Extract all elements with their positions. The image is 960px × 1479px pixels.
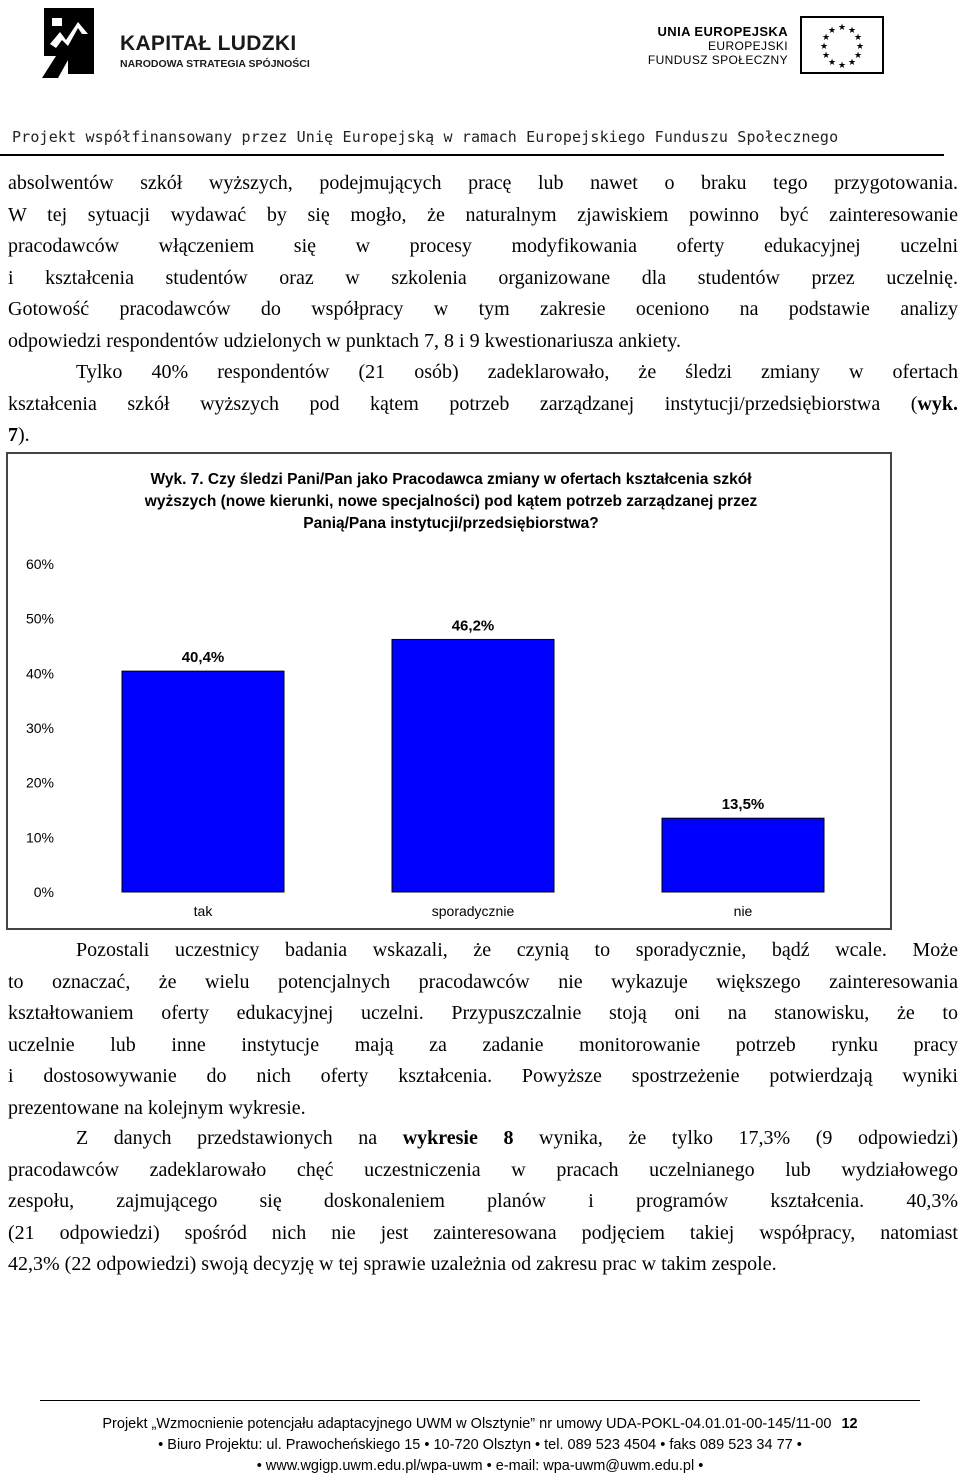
footer-project-text: Projekt „Wzmocnienie potencjału adaptacyjnego UWM w Olsztynie” nr umowy UDA-POKL-04.01.01-00-145/11-00 xyxy=(102,1416,832,1432)
paragraph-2 xyxy=(8,357,958,452)
y-tick-label: 50% xyxy=(25,610,54,627)
text-line: uczelnie lub inne instytucje mają za zadanie monitorowanie potrzeb rynku pracy xyxy=(8,1033,958,1056)
text-fragment: kształcenia szkół wyższych pod kątem potrzeb zarządzanej instytucji/przedsiębiorstwa ( xyxy=(8,392,918,415)
y-tick-label: 30% xyxy=(25,720,54,736)
text-line: kształtowaniem oferty edukacyjnej uczelni. Przypuszczalnie stoją oni na stanowisku, że to xyxy=(8,1002,958,1024)
text-line: Gotowość pracodawców do współpracy w tym zakresie oceniono na podstawie analizy xyxy=(8,298,958,320)
bar xyxy=(122,671,284,892)
y-tick-label: 0% xyxy=(33,884,54,900)
text-line xyxy=(8,1123,958,1155)
x-tick-label: tak xyxy=(193,903,213,919)
text-line: Pozostali uczestnicy badania wskazali, że czynią to sporadycznie, bądź wcale. Może xyxy=(76,939,958,961)
bar xyxy=(392,639,554,892)
svg-text:★: ★ xyxy=(847,58,857,68)
svg-text:★: ★ xyxy=(853,33,863,43)
chart-title-line: wyższych (nowe kierunki, nowe specjalności) pod kątem potrzeb zarządzanej przez xyxy=(144,493,758,510)
text-line: prezentowane na kolejnym wykresie. xyxy=(8,1096,306,1119)
text-line: i dostosowywanie do nich oferty kształcenia. Powyższe spostrzeżenie potwierdzają wyniki xyxy=(8,1065,958,1087)
kapital-ludzki-name: KAPITAŁ LUDZKI xyxy=(120,32,297,55)
figure-reference: wykresie 8 xyxy=(402,1127,514,1149)
cofinancing-statement: Projekt współfinansowany przez Unię Europejską w ramach Europejskiego Funduszu Społecznego xyxy=(12,128,839,146)
svg-text:★: ★ xyxy=(847,26,857,36)
eu-fund-line2: FUNDUSZ SPOŁECZNY xyxy=(647,53,788,67)
bar xyxy=(662,818,824,892)
text-line: zespołu, zajmującego się doskonaleniem planów i programów kształcenia. 40,3% xyxy=(8,1190,958,1212)
bar-chart xyxy=(8,454,890,928)
header-divider xyxy=(0,154,944,156)
text-fragment: wynika, że tylko 17,3% (9 odpowiedzi) xyxy=(513,1127,958,1149)
y-tick-label: 10% xyxy=(25,829,54,846)
y-tick-label: 40% xyxy=(25,665,54,682)
eu-flag-icon xyxy=(800,16,884,74)
kapital-ludzki-logo-icon xyxy=(38,4,100,86)
paragraph-1 xyxy=(8,168,958,357)
paragraph-4 xyxy=(8,1123,958,1281)
y-tick-label: 20% xyxy=(25,774,54,791)
svg-text:★: ★ xyxy=(821,33,831,43)
paragraph-3 xyxy=(8,935,958,1124)
x-tick-label: nie xyxy=(733,903,753,919)
text-line: pracodawców zadeklarowało chęć uczestniczenia w pracach uczelnianego lub wydziałowego xyxy=(8,1158,958,1181)
data-label: 13,5% xyxy=(721,796,765,814)
svg-text:★: ★ xyxy=(821,51,831,61)
x-tick-label: sporadycznie xyxy=(431,903,515,919)
svg-text:★: ★ xyxy=(837,23,847,33)
footer-contact: • www.wgigp.uwm.edu.pl/wpa-uwm • e-mail: wpa-uwm@uwm.edu.pl • xyxy=(256,1458,704,1474)
data-label: 46,2% xyxy=(451,617,495,635)
svg-text:★: ★ xyxy=(819,42,829,52)
page-header xyxy=(0,0,960,160)
eu-name: UNIA EUROPEJSKA xyxy=(657,24,788,39)
svg-text:★: ★ xyxy=(837,61,847,71)
svg-text:★: ★ xyxy=(827,58,837,68)
eu-fund-line1: EUROPEJSKI xyxy=(707,39,788,53)
footer-address: • Biuro Projektu: ul. Prawocheńskiego 15 • 10-720 Olsztyn • tel. 089 523 4504 • faks 089 523 34 77 • xyxy=(158,1437,802,1453)
svg-text:★: ★ xyxy=(853,51,863,61)
text-fragment: Z danych przedstawionych na xyxy=(76,1127,403,1149)
text-line: pracodawców włączeniem się w procesy modyfikowania oferty edukacyjnej uczelni xyxy=(8,235,958,257)
chart-title-line: Wyk. 7. Czy śledzi Pani/Pan jako Pracodawca zmiany w ofertach kształcenia szkół xyxy=(150,471,752,488)
footer-project-line xyxy=(0,1416,960,1432)
chart-wyk-7 xyxy=(6,452,892,930)
svg-text:★: ★ xyxy=(855,42,865,52)
page-number: 12 xyxy=(841,1416,858,1432)
figure-reference: 7 xyxy=(8,424,18,446)
chart-title-line: Panią/Pana instytucji/przedsiębiorstwa? xyxy=(303,515,599,532)
text-line: W tej sytuacji wydawać by się mogło, że naturalnym zjawiskiem powinno być zainteresowanie xyxy=(8,203,958,226)
text-line xyxy=(8,389,958,421)
text-line: to oznaczać, że wielu potencjalnych pracodawców nie wykazuje większego zainteresowania xyxy=(8,970,958,993)
text-line: 42,3% (22 odpowiedzi) swoją decyzję w tej sprawie uzależnia od zakresu prac w takim zespole. xyxy=(8,1253,777,1275)
text-line: odpowiedzi respondentów udzielonych w punktach 7, 8 i 9 kwestionariusza ankiety. xyxy=(8,329,681,352)
data-label: 40,4% xyxy=(181,649,225,667)
svg-text:★: ★ xyxy=(827,26,837,36)
kapital-ludzki-subtitle: NARODOWA STRATEGIA SPÓJNOŚCI xyxy=(120,58,310,70)
text-line: i kształcenia studentów oraz w szkolenia organizowane dla studentów przez uczelnię. xyxy=(8,266,958,289)
text-line: absolwentów szkół wyższych, podejmujących pracę lub nawet o braku tego przygotowania. xyxy=(8,172,958,194)
footer-divider xyxy=(40,1400,920,1401)
text-fragment: ). xyxy=(18,424,30,446)
y-tick-label: 60% xyxy=(25,556,54,572)
text-line xyxy=(8,420,958,452)
text-line: (21 odpowiedzi) spośród nich nie jest zainteresowana podjęciem takiej współpracy, natomiast xyxy=(8,1221,958,1244)
text-line: Tylko 40% respondentów (21 osób) zadeklarowało, że śledzi zmiany w ofertach xyxy=(76,361,958,383)
figure-reference: wyk. xyxy=(917,392,958,415)
